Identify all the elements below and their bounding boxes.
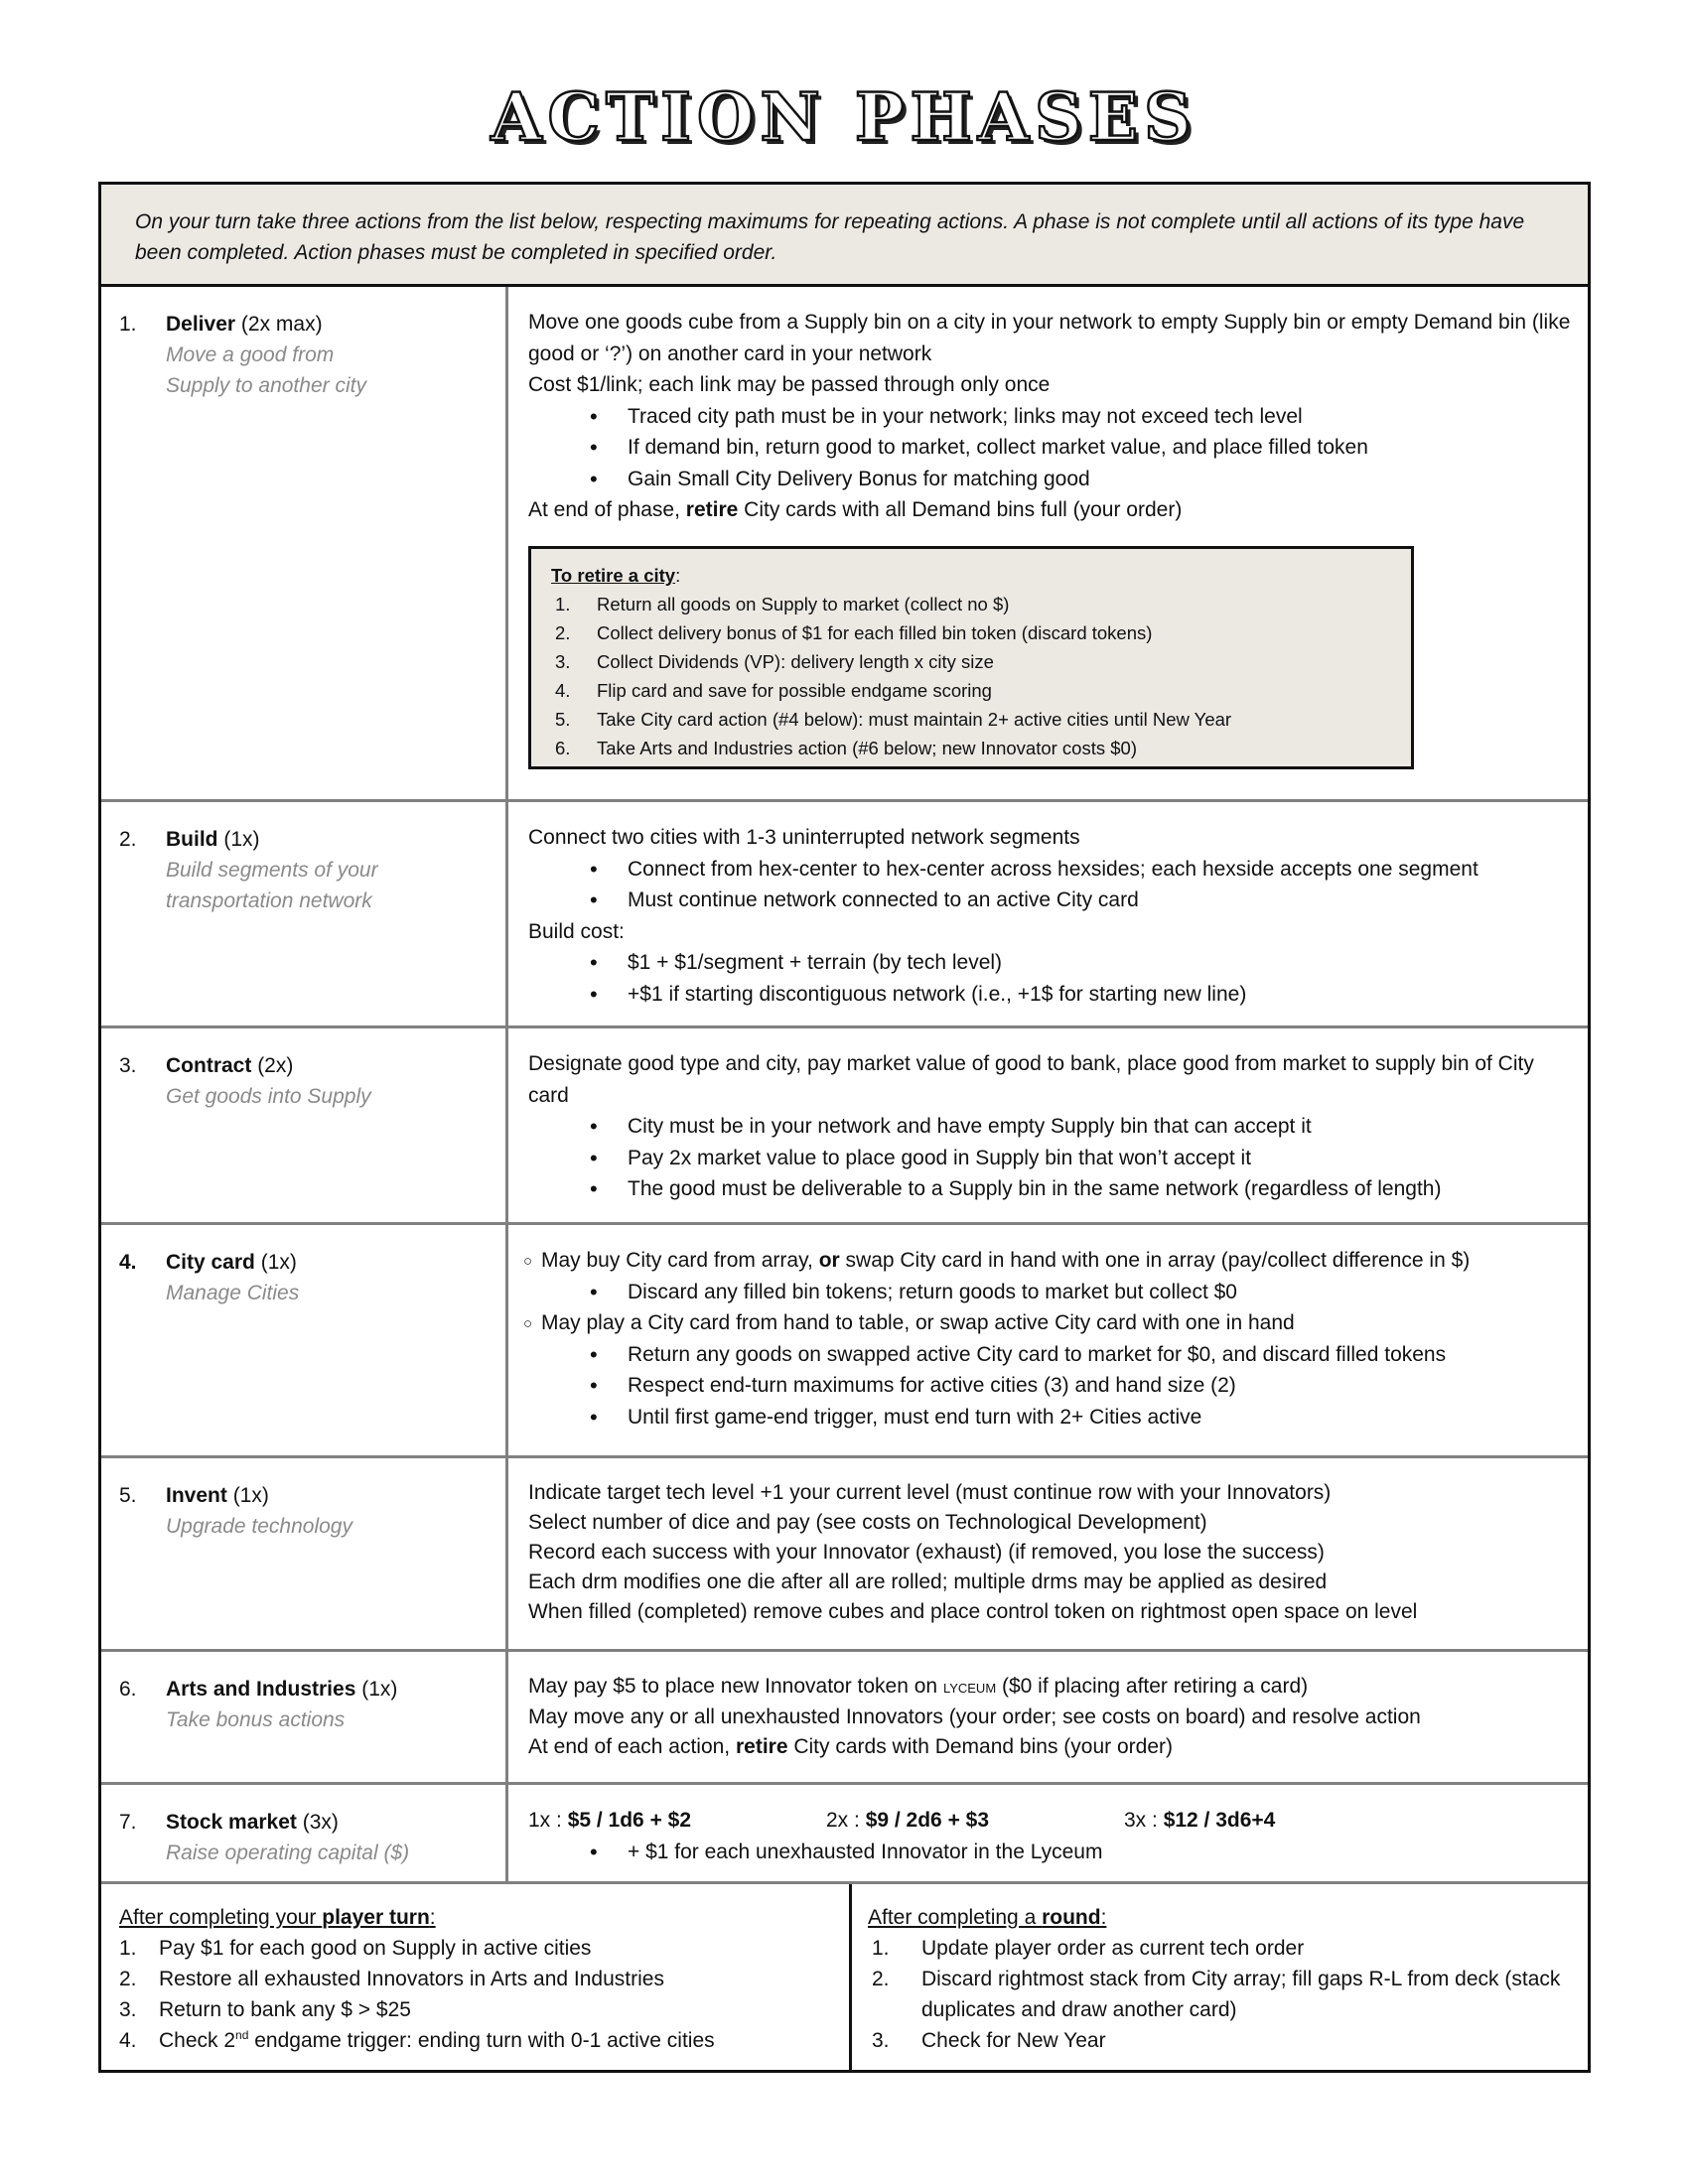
- after-player-turn: [101, 1884, 852, 2070]
- text: City cards with all Demand bins full (your order): [738, 498, 1183, 521]
- after-round: [852, 1884, 1588, 2070]
- action-header: [101, 1458, 508, 1649]
- page-title: ACTION PHASES: [491, 78, 1197, 156]
- action-header: [101, 1785, 508, 1881]
- text: round: [1042, 1906, 1101, 1929]
- text: ($0 if placing after retiring a card): [996, 1675, 1309, 1698]
- detail-bullet: • Discard any filled bin tokens; return goods to market but collect $0: [528, 1277, 1578, 1308]
- lyceum-term: lyceum: [942, 1677, 997, 1698]
- detail-line: Record each success with your Innovator (exhaust) (if removed, you lose the success): [528, 1541, 1325, 1564]
- detail-line: [528, 1732, 1578, 1762]
- action-row-deliver: [101, 287, 1588, 802]
- stock-option-value: $12 / 3d6+4: [1163, 1809, 1276, 1832]
- detail-line: [528, 1672, 1578, 1703]
- retire-keyword: retire: [735, 1735, 788, 1758]
- action-number: 3.: [119, 1054, 137, 1077]
- action-details: [508, 1785, 1588, 1881]
- action-subtitle: Raise operating capital ($): [166, 1842, 410, 1864]
- item-number: 4.: [119, 2029, 137, 2052]
- detail-line: [528, 494, 1578, 526]
- item-text: Discard rightmost stack from City array; fill gaps R-L from deck (stack duplicates and draw another card): [921, 1968, 1561, 2021]
- detail-bullet: • City must be in your network and have empty Supply bin that can accept it: [528, 1111, 1578, 1143]
- action-details: [508, 1028, 1588, 1222]
- detail-bullet: • Respect end-turn maximums for active cities (3) and hand size (2): [528, 1370, 1578, 1402]
- retire-step: 3. Collect Dividends (VP): delivery length x city size: [555, 651, 994, 672]
- action-limit: (1x): [232, 1484, 269, 1507]
- text: At end of phase,: [528, 498, 686, 521]
- item-number: 3.: [119, 1998, 137, 2021]
- action-subtitle: Move a good from Supply to another city: [166, 343, 366, 397]
- detail-line: Designate good type and city, pay market value of good to bank, place good from market to supply bin of City card: [528, 1052, 1534, 1107]
- action-row-build: [101, 802, 1588, 1028]
- action-row-arts-and-industries: [101, 1652, 1588, 1785]
- action-subtitle: Build segments of your transportation network: [166, 859, 378, 912]
- item-text: Pay $1 for each good on Supply in active cities: [159, 1937, 592, 1960]
- action-row-contract: [101, 1028, 1588, 1225]
- action-number: 7.: [119, 1811, 137, 1834]
- list-item: [119, 1933, 849, 1964]
- detail-bullet: • Pay 2x market value to place good in Supply bin that won’t accept it: [528, 1143, 1578, 1174]
- action-details: [508, 287, 1588, 799]
- text: swap City card in hand with one in array (pay/collect difference in $): [839, 1249, 1471, 1272]
- action-header: [101, 1028, 508, 1222]
- retire-step-text: Collect Dividends (VP): delivery length x city size: [597, 651, 994, 672]
- action-name: Arts and Industries: [166, 1678, 356, 1701]
- action-name: Stock market: [166, 1811, 297, 1834]
- retire-step-text: Take Arts and Industries action (#6 below; new Innovator costs $0): [597, 738, 1137, 758]
- action-number: 4.: [119, 1251, 137, 1274]
- detail-bullet: • Traced city path must be in your network; links may not exceed tech level: [528, 401, 1578, 433]
- item-text: Return to bank any $ > $25: [159, 1998, 411, 2021]
- action-number: 2.: [119, 828, 137, 851]
- action-header: [101, 287, 508, 799]
- detail-bullet: • + $1 for each unexhausted Innovator in the Lyceum: [528, 1837, 1578, 1868]
- list-item: [868, 2025, 1588, 2056]
- item-number: 2.: [119, 1968, 137, 1990]
- list-item: [119, 1964, 849, 1994]
- list-item: [868, 1964, 1588, 2025]
- list-item: [119, 1994, 849, 2025]
- stock-option-value: $5 / 1d6 + $2: [567, 1809, 692, 1832]
- list-item: [119, 2025, 849, 2056]
- detail-line: Indicate target tech level +1 your current level (must continue row with your Innovators): [528, 1481, 1332, 1504]
- detail-bullet: • Until first game-end trigger, must end turn with 2+ Cities active: [528, 1402, 1578, 1433]
- item-number: 1.: [872, 1937, 890, 1960]
- action-number: 6.: [119, 1678, 137, 1701]
- stock-option-label: 1x :: [528, 1809, 568, 1832]
- action-name: Contract: [166, 1054, 252, 1077]
- retire-step-text: Flip card and save for possible endgame scoring: [597, 680, 992, 701]
- detail-line: Build cost:: [528, 919, 625, 943]
- detail-bullet: • If demand bin, return good to market, collect market value, and place filled token: [528, 432, 1578, 464]
- text: After completing your: [119, 1906, 323, 1929]
- action-header: [101, 1225, 508, 1455]
- action-limit: (1x): [361, 1678, 398, 1701]
- detail-bullet: • $1 + $1/segment + terrain (by tech level): [528, 947, 1578, 979]
- detail-line: Each drm modifies one die after all are rolled; multiple drms may be applied as desired: [528, 1570, 1328, 1593]
- detail-bullet: • Gain Small City Delivery Bonus for matching good: [528, 464, 1578, 495]
- detail-bullet: • Return any goods on swapped active City card to market for $0, and discard filled tokens: [528, 1339, 1578, 1371]
- action-details: [508, 1458, 1588, 1649]
- retire-box-title: To retire a city:: [551, 565, 681, 586]
- retire-step: 5. Take City card action (#4 below): must maintain 2+ active cities until New Year: [555, 709, 1232, 730]
- action-header: [101, 1652, 508, 1782]
- stock-option-label: 3x :: [1124, 1809, 1164, 1832]
- stock-option-value: $9 / 2d6 + $3: [865, 1809, 990, 1832]
- action-name: Build: [166, 828, 218, 851]
- text: May buy City card from array,: [541, 1249, 819, 1272]
- retire-step-text: Return all goods on Supply to market (collect no $): [597, 594, 1010, 614]
- item-number: 1.: [119, 1937, 137, 1960]
- option-play-city: ○ May play a City card from hand to table, or swap active City card with one in hand: [523, 1307, 1578, 1339]
- action-subtitle: Manage Cities: [166, 1282, 300, 1304]
- action-limit: (3x): [302, 1811, 339, 1834]
- action-limit: (1x): [223, 828, 260, 851]
- detail-bullet: • The good must be deliverable to a Supply bin in the same network (regardless of length): [528, 1173, 1578, 1205]
- detail-bullet: • Connect from hex-center to hex-center across hexsides; each hexside accepts one segment: [528, 854, 1578, 886]
- stock-option-3x: [1124, 1805, 1275, 1837]
- stock-option-1x: [528, 1805, 826, 1837]
- text: :: [429, 1906, 436, 1929]
- detail-bullet: • Must continue network connected to an active City card: [528, 885, 1578, 916]
- item-text: Restore all exhausted Innovators in Arts and Industries: [159, 1968, 664, 1990]
- retire-step: 2. Collect delivery bonus of $1 for each filled bin token (discard tokens): [555, 622, 1153, 643]
- retire-step: 6. Take Arts and Industries action (#6 below; new Innovator costs $0): [555, 738, 1137, 758]
- item-text: endgame trigger: ending turn with 0-1 active cities: [248, 2029, 715, 2052]
- detail-line: When filled (completed) remove cubes and place control token on rightmost open space on level: [528, 1600, 1418, 1623]
- action-details: [508, 802, 1588, 1025]
- action-name: City card: [166, 1251, 255, 1274]
- action-row-city-card: [101, 1225, 1588, 1458]
- text: :: [1100, 1906, 1107, 1929]
- retire-city-box: [528, 546, 1414, 769]
- text: After completing a: [868, 1906, 1043, 1929]
- action-limit: (1x): [260, 1251, 297, 1274]
- option-buy-city: [523, 1245, 1578, 1277]
- intro-text: On your turn take three actions from the list below, respecting maximums for repeating actions. A phase is not complete until all actions of its type have been completed. Action phases must be completed in specified order.: [101, 185, 1588, 287]
- detail-line: Select number of dice and pay (see costs on Technological Development): [528, 1511, 1207, 1534]
- action-number: 5.: [119, 1484, 137, 1507]
- text: player turn: [322, 1906, 430, 1929]
- list-item: [868, 1933, 1588, 1964]
- action-subtitle: Get goods into Supply: [166, 1085, 371, 1108]
- action-subtitle: Take bonus actions: [166, 1708, 346, 1731]
- text: At end of each action,: [528, 1735, 736, 1758]
- action-name: Invent: [166, 1484, 227, 1507]
- action-details: [508, 1225, 1588, 1455]
- action-limit: (2x max): [240, 313, 323, 336]
- stock-option-label: 2x :: [826, 1809, 866, 1832]
- action-limit: (2x): [257, 1054, 294, 1077]
- action-name: Deliver: [166, 313, 236, 336]
- retire-step-text: Take City card action (#4 below): must maintain 2+ active cities until New Year: [597, 709, 1232, 730]
- item-number: 3.: [872, 2029, 890, 2052]
- action-details: [508, 1652, 1588, 1782]
- action-subtitle: Upgrade technology: [166, 1515, 352, 1538]
- detail-line: Connect two cities with 1-3 uninterrupted network segments: [528, 826, 1080, 849]
- retire-step: 4. Flip card and save for possible endgame scoring: [555, 680, 992, 701]
- after-round-heading: [868, 1902, 1588, 1933]
- ordinal-suffix: nd: [235, 2028, 249, 2042]
- retire-keyword: retire: [685, 498, 739, 521]
- after-player-turn-heading: [119, 1902, 849, 1933]
- text: May pay $5 to place new Innovator token on: [528, 1675, 943, 1698]
- retire-step-text: Collect delivery bonus of $1 for each filled bin token (discard tokens): [597, 622, 1153, 643]
- stock-option-2x: [826, 1805, 1124, 1837]
- retire-step: 1. Return all goods on Supply to market (collect no $): [555, 594, 1010, 614]
- detail-line: Move one goods cube from a Supply bin on a city in your network to empty Supply bin or empty Demand bin (like good or ‘?’) on another card in your network: [528, 311, 1571, 365]
- action-number: 1.: [119, 313, 137, 336]
- text: City cards with Demand bins (your order): [787, 1735, 1173, 1758]
- end-of-turn-section: [101, 1884, 1588, 2070]
- detail-line: May move any or all unexhausted Innovators (your order; see costs on board) and resolve action: [528, 1706, 1421, 1728]
- or-keyword: or: [818, 1249, 840, 1272]
- item-text: Check 2: [159, 2029, 236, 2052]
- detail-line: Cost $1/link; each link may be passed through only once: [528, 373, 1051, 396]
- detail-bullet: • +$1 if starting discontiguous network (i.e., +1$ for starting new line): [528, 979, 1578, 1011]
- item-number: 2.: [872, 1968, 890, 1990]
- action-row-stock-market: [101, 1785, 1588, 1884]
- action-header: [101, 802, 508, 1025]
- item-text: Update player order as current tech order: [921, 1937, 1305, 1960]
- action-row-invent: [101, 1458, 1588, 1652]
- item-text: Check for New Year: [921, 2029, 1106, 2052]
- action-phases-table: [98, 182, 1591, 2073]
- retire-box-title-text: To retire a city: [551, 565, 676, 586]
- stock-options: [528, 1805, 1578, 1837]
